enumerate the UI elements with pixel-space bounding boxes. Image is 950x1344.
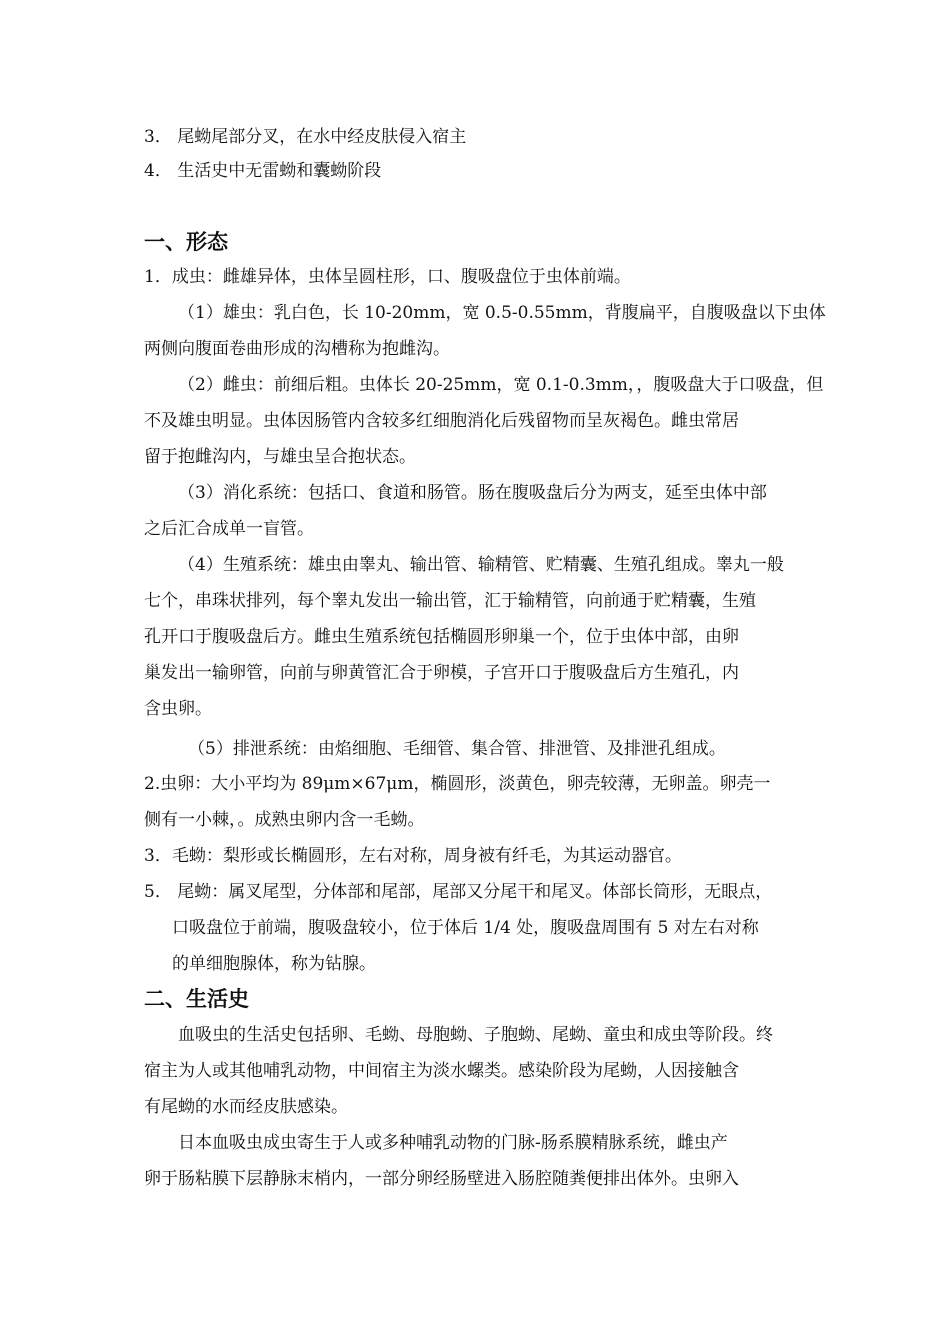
section-heading-morphology: 一、形态 [144, 230, 228, 254]
life-cycle-paragraph-line: 有尾蚴的水而经皮肤感染。 [144, 1097, 348, 1117]
male-worm-line: （1）雄虫：乳白色，长 10-20mm，宽 0.5-0.55mm，背腹扁平，自腹吸盘以下虫体 [178, 303, 826, 323]
female-worm-line: 不及雄虫明显。虫体因肠管内含较多红细胞消化后残留物而呈灰褐色。雌虫常居 [144, 411, 739, 431]
reproductive-system-line: 巢发出一输卵管，向前与卵黄管汇合于卵模，子宫开口于腹吸盘后方生殖孔，内 [144, 663, 739, 683]
life-cycle-paragraph-line: 日本血吸虫成虫寄生于人或多种哺乳动物的门脉-肠系膜精脉系统，雌虫产 [178, 1133, 728, 1153]
reproductive-system-line: （4）生殖系统：雄虫由睾丸、输出管、输精管、贮精囊、生殖孔组成。睾丸一般 [178, 555, 784, 575]
reproductive-system-line: 七个，串珠状排列，每个睾丸发出一输出管，汇于输精管，向前通于贮精囊，生殖 [144, 591, 756, 611]
miracidium-line: 3．毛蚴：梨形或长椭圆形，左右对称，周身被有纤毛，为其运动器官。 [144, 846, 682, 866]
cercaria-line: 5． 尾蚴：属叉尾型，分体部和尾部，尾部又分尾干和尾叉。体部长筒形，无眼点， [144, 882, 773, 902]
excretory-system-line: （5）排泄系统：由焰细胞、毛细管、集合管、排泄管、及排泄孔组成。 [188, 739, 726, 759]
adult-worm-intro: 1．成虫：雌雄异体，虫体呈圆柱形，口、腹吸盘位于虫体前端。 [144, 267, 631, 287]
life-cycle-paragraph-line: 卵于肠粘膜下层静脉末梢内，一部分卵经肠壁进入肠腔随粪便排出体外。虫卵入 [144, 1169, 739, 1189]
egg-line: 2.虫卵：大小平均为 89μm×67μm，椭圆形，淡黄色，卵壳较薄，无卵盖。卵壳一 [144, 774, 771, 794]
life-cycle-paragraph-line: 宿主为人或其他哺乳动物，中间宿主为淡水螺类。感染阶段为尾蚴，人因接触含 [144, 1061, 739, 1081]
female-worm-line: （2）雌虫：前细后粗。虫体长 20-25mm，宽 0.1-0.3mm，，腹吸盘大于口吸盘，但 [178, 375, 824, 395]
intro-item-3: 3． 尾蚴尾部分叉，在水中经皮肤侵入宿主 [144, 127, 467, 147]
cercaria-line: 口吸盘位于前端，腹吸盘较小，位于体后 1/4 处，腹吸盘周围有 5 对左右对称 [172, 918, 759, 938]
digestive-system-line: （3）消化系统：包括口、食道和肠管。肠在腹吸盘后分为两支，延至虫体中部 [178, 483, 767, 503]
life-cycle-paragraph-line: 血吸虫的生活史包括卵、毛蚴、母胞蚴、子胞蚴、尾蚴、童虫和成虫等阶段。终 [178, 1025, 773, 1045]
female-worm-line: 留于抱雌沟内，与雄虫呈合抱状态。 [144, 447, 416, 467]
egg-line: 侧有一小棘，。成熟虫卵内含一毛蚴。 [144, 810, 425, 830]
digestive-system-line: 之后汇合成单一盲管。 [144, 519, 314, 539]
reproductive-system-line: 孔开口于腹吸盘后方。雌虫生殖系统包括椭圆形卵巢一个，位于虫体中部，由卵 [144, 627, 739, 647]
male-worm-line: 两侧向腹面卷曲形成的沟槽称为抱雌沟。 [144, 339, 450, 359]
cercaria-line: 的单细胞腺体，称为钻腺。 [172, 954, 376, 974]
reproductive-system-line: 含虫卵。 [144, 699, 212, 719]
intro-item-4: 4． 生活史中无雷蚴和囊蚴阶段 [144, 161, 382, 181]
section-heading-life-cycle: 二、生活史 [144, 987, 249, 1011]
